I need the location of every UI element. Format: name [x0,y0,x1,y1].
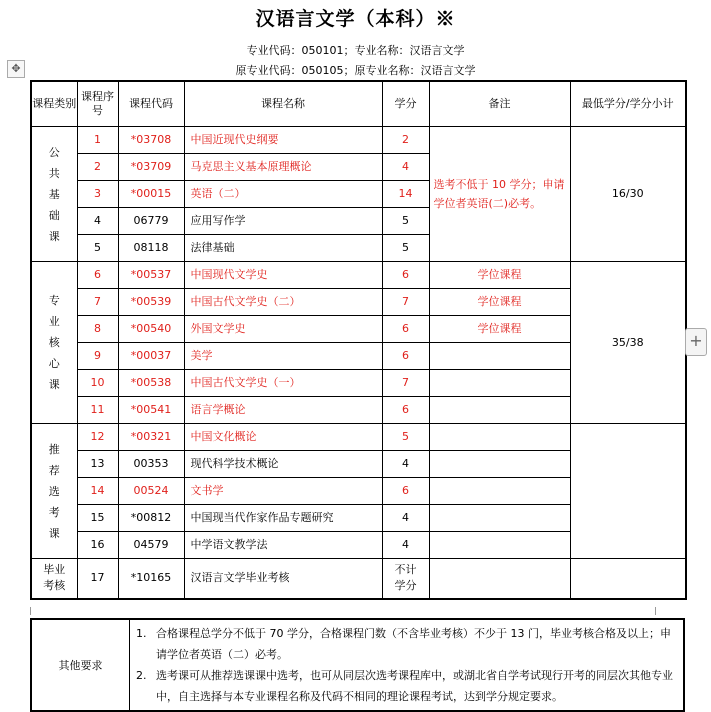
code-cell: 00353 [118,451,184,478]
code-cell: *00540 [118,316,184,343]
credits-cell: 5 [382,424,429,451]
remark-cell [429,370,570,397]
major-code-line: 专业代码：050101；专业名称：汉语言文学 [246,44,465,57]
credits-cell: 6 [382,478,429,505]
requirement-text: 选考课可从推荐选课课中选考，也可从同层次选考课程库中，或湖北省自学考试现行开考的同层次其他专业中，自主选择与本专业课程名称及代码不相同的理论课程考试，达到学分规定要求。 [156,669,673,703]
credits-cell: 6 [382,343,429,370]
category-cell [31,424,77,559]
credits-cell: 5 [382,208,429,235]
credits-cell: 6 [382,397,429,424]
other-requirements-label: 其他要求 [31,619,130,711]
remark-cell [429,343,570,370]
seq-cell: 8 [77,316,118,343]
requirement-number: 2. [136,669,147,682]
credits-cell: 4 [382,154,429,181]
course-name-cell: 汉语言文学毕业考核 [184,559,382,599]
code-cell: *00539 [118,289,184,316]
seq-cell: 15 [77,505,118,532]
code-cell: *10165 [118,559,184,599]
requirement-number: 1. [136,627,147,640]
course-name-cell: 中国古代文学史（一） [184,370,382,397]
remark-cell: 学位课程 [429,316,570,343]
code-cell: *03708 [118,127,184,154]
seq-cell: 11 [77,397,118,424]
header-seq: 课程序号 [77,81,118,127]
table-corner-mark [30,607,31,615]
credits-cell: 14 [382,181,429,208]
code-cell: 00524 [118,478,184,505]
credits-cell: 2 [382,127,429,154]
subtotal-cell: 16/30 [570,127,686,262]
code-cell: 08118 [118,235,184,262]
remark-cell [429,478,570,505]
subtotal-cell [570,424,686,559]
header-credits: 学分 [382,81,429,127]
course-name-cell: 中国近现代史纲要 [184,127,382,154]
seq-cell: 9 [77,343,118,370]
credits-cell [382,559,429,599]
code-cell: *00037 [118,343,184,370]
credits-cell: 7 [382,370,429,397]
remark-cell [429,505,570,532]
category-cell [31,262,77,424]
code-cell: *00321 [118,424,184,451]
table-corner-mark [655,607,656,615]
move-handle-icon[interactable]: ✥ [7,60,25,78]
course-name-cell: 中国文化概论 [184,424,382,451]
course-name-cell: 英语（二） [184,181,382,208]
other-requirements-body [130,619,685,711]
seq-cell: 14 [77,478,118,505]
header-name: 课程名称 [184,81,382,127]
table-row [31,262,686,289]
category-label: 毕业考核 [43,563,66,593]
table-row [31,559,686,599]
remark-cell [429,532,570,559]
course-name-cell: 马克思主义基本原理概论 [184,154,382,181]
credits-cell: 4 [382,505,429,532]
header-remark: 备注 [429,81,570,127]
header-row [31,81,686,127]
category-label: 推荐选考课 [48,442,60,540]
course-name-cell: 应用写作学 [184,208,382,235]
credits-cell: 6 [382,316,429,343]
remark-cell [429,424,570,451]
add-row-icon[interactable]: + [685,328,707,356]
credits-cell: 4 [382,532,429,559]
course-name-cell: 中学语文教学法 [184,532,382,559]
remark-cell: 学位课程 [429,289,570,316]
code-cell: 06779 [118,208,184,235]
remark-cell [429,451,570,478]
code-cell: *00812 [118,505,184,532]
course-name-cell: 现代科学技术概论 [184,451,382,478]
header-min-credits: 最低学分/学分小计 [570,81,686,127]
code-cell: *00541 [118,397,184,424]
remark-cell [429,397,570,424]
category-label: 专业核心课 [48,294,60,391]
header-code: 课程代码 [118,81,184,127]
remark-cell [429,559,570,599]
credits-cell: 4 [382,451,429,478]
table-row [31,127,686,154]
credits-cell: 5 [382,235,429,262]
subtotal-cell: 35/38 [570,262,686,424]
course-name-cell: 法律基础 [184,235,382,262]
code-cell: *00537 [118,262,184,289]
requirement-item [136,623,677,665]
course-name-cell: 中国现当代作家作品专题研究 [184,505,382,532]
code-cell: 04579 [118,532,184,559]
seq-cell: 10 [77,370,118,397]
requirement-text: 合格课程总学分不低于 70 学分，合格课程门数（不含毕业考核）不少于 13 门，毕业考核合格及以上；申请学位者英语（二）必考。 [156,627,671,661]
credits-text: 不计学分 [394,563,417,593]
seq-cell: 4 [77,208,118,235]
table-row [31,424,686,451]
code-cell: *00015 [118,181,184,208]
course-name-cell: 语言学概论 [184,397,382,424]
course-name-cell: 中国现代文学史 [184,262,382,289]
category-label: 公共基础课 [48,145,60,243]
page-title: 汉语言文学（本科）※ [255,8,456,30]
other-requirements-table [30,618,685,712]
seq-cell: 7 [77,289,118,316]
seq-cell: 13 [77,451,118,478]
curriculum-table [30,80,687,600]
seq-cell: 17 [77,559,118,599]
category-cell [31,127,77,262]
header-category: 课程类别 [31,81,77,127]
former-major-line: 原专业代码：050105；原专业名称：汉语言文学 [235,64,476,77]
subtotal-cell [570,559,686,599]
seq-cell: 1 [77,127,118,154]
requirement-item [136,665,677,707]
credits-cell: 7 [382,289,429,316]
remark-cell: 学位课程 [429,262,570,289]
seq-cell: 16 [77,532,118,559]
category-cell [31,559,77,599]
seq-cell: 3 [77,181,118,208]
course-name-cell: 外国文学史 [184,316,382,343]
credits-cell: 6 [382,262,429,289]
seq-cell: 5 [77,235,118,262]
seq-cell: 12 [77,424,118,451]
course-name-cell: 中国古代文学史（二） [184,289,382,316]
seq-cell: 6 [77,262,118,289]
course-name-cell: 文书学 [184,478,382,505]
remark-note-cell: 选考不低于 10 学分；申请学位者英语(二)必考。 [429,127,570,262]
code-cell: *03709 [118,154,184,181]
course-name-cell: 美学 [184,343,382,370]
code-cell: *00538 [118,370,184,397]
seq-cell: 2 [77,154,118,181]
